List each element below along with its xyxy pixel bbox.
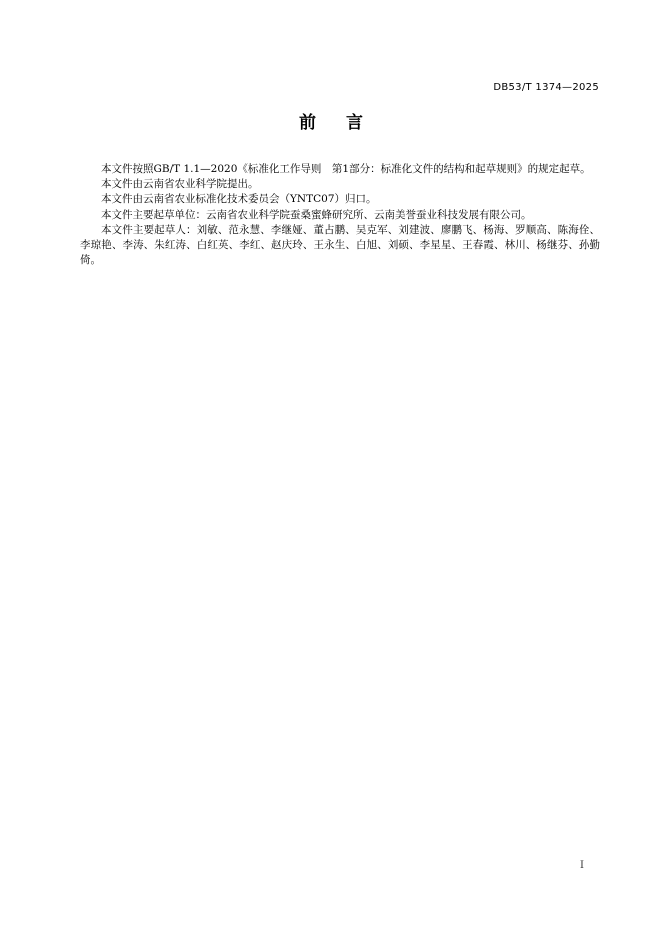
title-char-1: 前 xyxy=(299,113,316,133)
paragraph-administrator: 本文件由云南省农业标准化技术委员会（YNTC07）归口。 xyxy=(101,193,377,206)
title-char-2: 言 xyxy=(346,113,363,133)
page-title xyxy=(0,108,662,133)
paragraph-proposer: 本文件由云南省农业科学院提出。 xyxy=(101,178,259,191)
paragraph-drafters: 本文件主要起草人：刘敏、范永慧、李继娅、董占鹏、吴克军、刘建波、廖鹏飞、杨海、罗顺高、陈海佺、李琼艳、李涛、朱红涛、白红英、李红、赵庆玲、王永生、白旭、刘硕、李星星、王春霞、林川、杨继芬、孙勤倚。 xyxy=(80,223,600,267)
paragraph-drafting-units: 本文件主要起草单位：云南省农业科学院蚕桑蜜蜂研究所、云南美誉蚕业科技发展有限公司。 xyxy=(101,208,532,221)
document-code: DB53/T 1374—2025 xyxy=(493,82,599,93)
foreword-body xyxy=(80,162,600,268)
page-number: I xyxy=(580,860,584,871)
paragraph-drafting-basis: 本文件按照GB/T 1.1—2020《标准化工作导则 第1部分：标准化文件的结构和起草规则》的规定起草。 xyxy=(101,163,591,175)
